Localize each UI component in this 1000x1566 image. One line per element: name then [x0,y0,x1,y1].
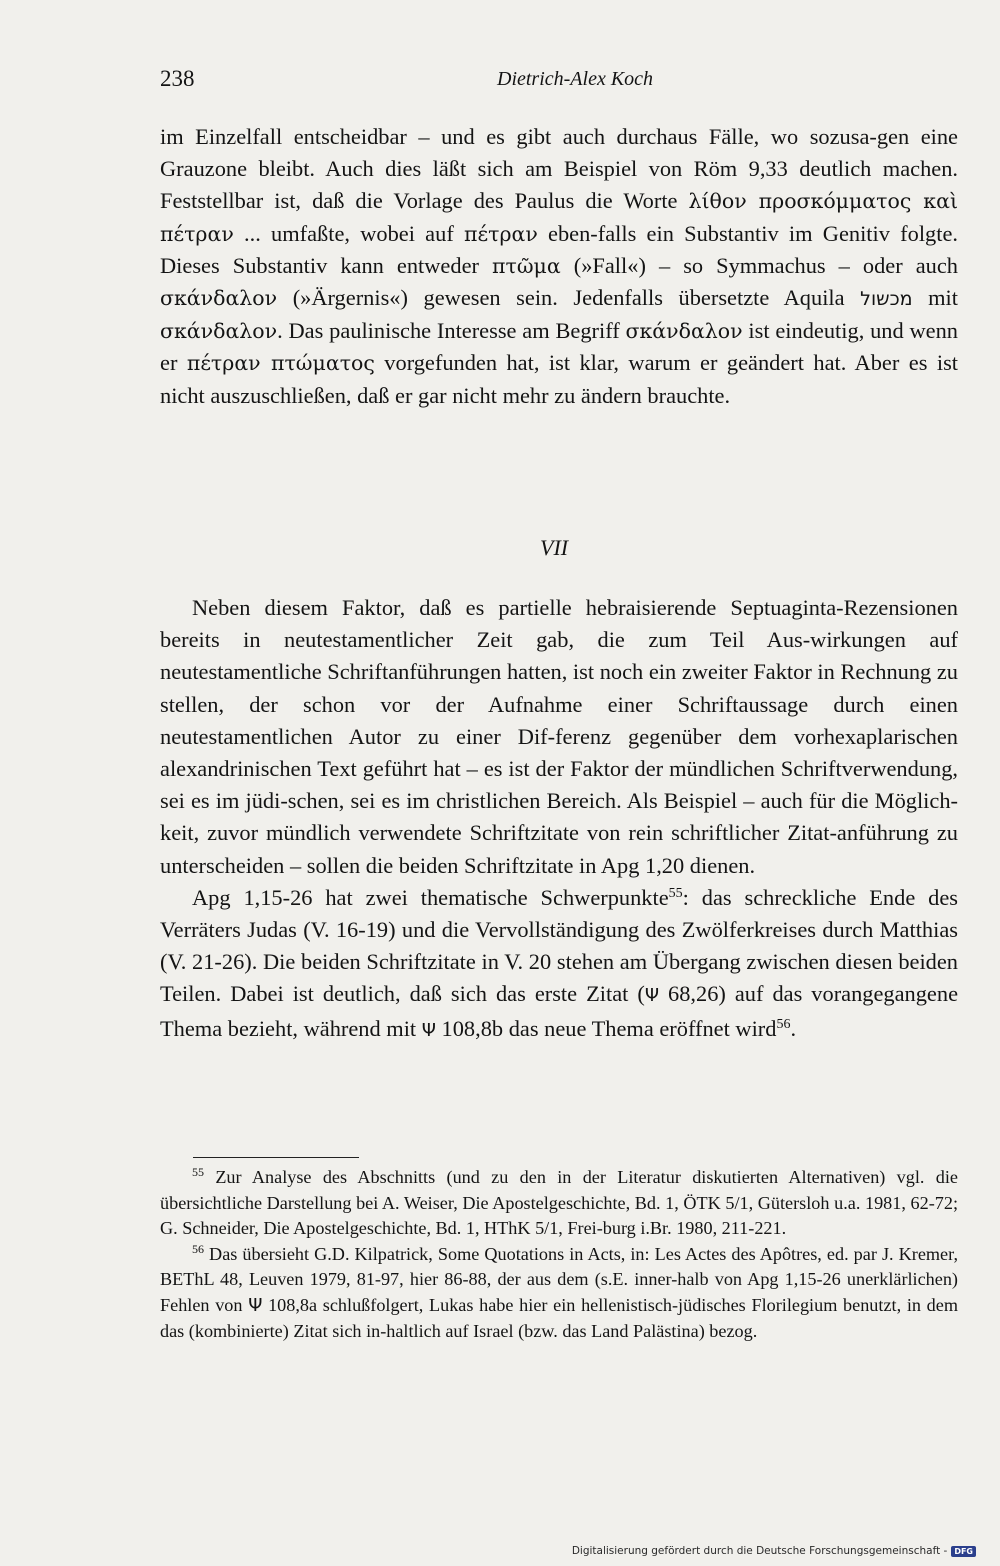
body-text-bottom [160,592,958,1047]
greek-word: σκάνδαλον [160,319,278,344]
paragraph-3: Apg 1,15-26 hat zwei thematische Schwerpunkte$^{55}$: das schreckliche Ende des Verräters Judas (V. 16-19) und die Vervollständigung des Zwölferkreises durch Matthias (V. 21-26). Die beiden Schriftzitate in V. 20 stehen am Übergang zwischen diesen beiden Teilen. Dabei ist deutlich, daß sich das erste Zitat (Ψ 68,26) auf das vorangegangene Thema bezieht, während mit Ψ 108,8b das neue Thema eröffnet wird$^{56}$. [160,884,959,1041]
footnote-ref-56[interactable]: 56 [776,1016,791,1032]
psalter-sigil: Ψ [248,1294,263,1316]
footnote-number: 56 [192,1241,204,1256]
footnote-ref-55[interactable]: 55 [668,885,683,901]
greek-word: πέτραν [464,221,538,246]
running-head: Dietrich-Alex Koch [497,68,654,90]
greek-phrase: πέτραν πτώματος [186,351,375,376]
psalter-sigil: Ψ [421,1019,436,1041]
greek-word: σκάνδαλον [160,286,278,311]
body-text-top [160,121,958,412]
footnote-56: $^{56}$ Das übersieht G.D. Kilpatrick, Some Quotations in Acts, in: Les Actes des Apôtres, ed. par J. Kremer, BEThL 48, Leuven 1979, 81-97, hier 86-88, der aus dem (s.E. inner-halb von Apg 1,15-26 unerklärlichen) Fehlen von Ψ 108,8a schlußfolgert, Lukas habe hier ein hellenistisch-jüdisches Florilegium benutzt, in dem das (kombinierte) Zitat sich in-haltlich auf Israel (bzw. das Land Palästina) bezog. [160,1241,958,1341]
page-header [160,66,960,100]
digitization-footer [572,1545,976,1557]
funding-notice: Digitalisierung gefördert durch die Deutsche Forschungsgemeinschaft - [571,1545,948,1557]
greek-word: σκάνδαλον [625,319,743,344]
paragraph-1: im Einzelfall entscheidbar – und es gibt auch durchaus Fälle, wo sozusa-gen eine Grauzone bleibt. Auch dies läßt sich am Beispiel von Röm 9,33 deutlich machen. Feststellbar ist, daß die Vorlage des Paulus die Worte λίθον προσκόμματος καὶ πέτραν ... umfaßte, wobei auf πέτραν eben-falls ein Substantiv im Genitiv folgte. Dieses Substantiv kann entweder πτῶμα (»Fall«) – so Symmachus – oder auch σκάνδαλον (»Ärgernis«) gewesen sein. Jedenfalls übersetzte Aquila מכשול mit σκάνδαλον. Das paulinische Interesse am Begriff σκάνδαλον ist eindeutig, und wenn er πέτραν πτώματος vorgefunden hat, ist klar, warum er geändert hat. Aber es ist nicht auszuschließen, daß er gar nicht mehr zu ändern brauchte. [160,124,959,408]
footnote-divider [193,1157,359,1158]
footnote-number: 55 [192,1165,204,1179]
footnotes [160,1165,958,1344]
dfg-logo: DFG [951,1546,976,1557]
psalter-sigil: Ψ [644,985,660,1007]
page-number: 238 [160,66,195,91]
greek-word: πτῶμα [492,253,561,278]
paragraph-2: Neben diesem Faktor, daß es partielle hebraisierende Septuaginta-Rezensionen bereits in neutestamentlicher Zeit gab, die zum Teil Aus-wirkungen auf neutestamentliche Schriftanführungen hatten, ist noch ein zweiter Faktor in Rechnung zu stellen, der schon vor der Aufnahme einer Schriftaussage durch einen neutestamentlichen Autor zu einer Dif-ferenz gegenüber dem vorhexaplarischen alexandrinischen Text geführt hat – es ist der Faktor der mündlichen Schriftverwendung, sei es im jüdi-schen, sei es im christlichen Bereich. Als Beispiel – auch für die Möglich-keit, zuvor mündlich verwendete Schriftzitate von rein schriftlicher Zitat-anführung zu unterscheiden – sollen die beiden Schriftzitate in Apg 1,20 dienen. [160,595,958,878]
greek-phrase: λίθον προσκόμματος καὶ πέτραν [160,189,958,246]
footnote-55: $^{55}$ Zur Analyse des Abschnitts (und zu den in der Literatur diskutierten Alternativen) vgl. die übersichtliche Darstellung bei A. Weiser, Die Apostelgeschichte, Bd. 1, ÖTK 5/1, Gütersloh u.a. 1981, 62-72; G. Schneider, Die Apostelgeschichte, Bd. 1, HThK 5/1, Frei-burg i.Br. 1980, 211-221. [160,1165,958,1239]
section-heading: VII [540,535,569,560]
hebrew-word: מכשול [860,288,913,311]
